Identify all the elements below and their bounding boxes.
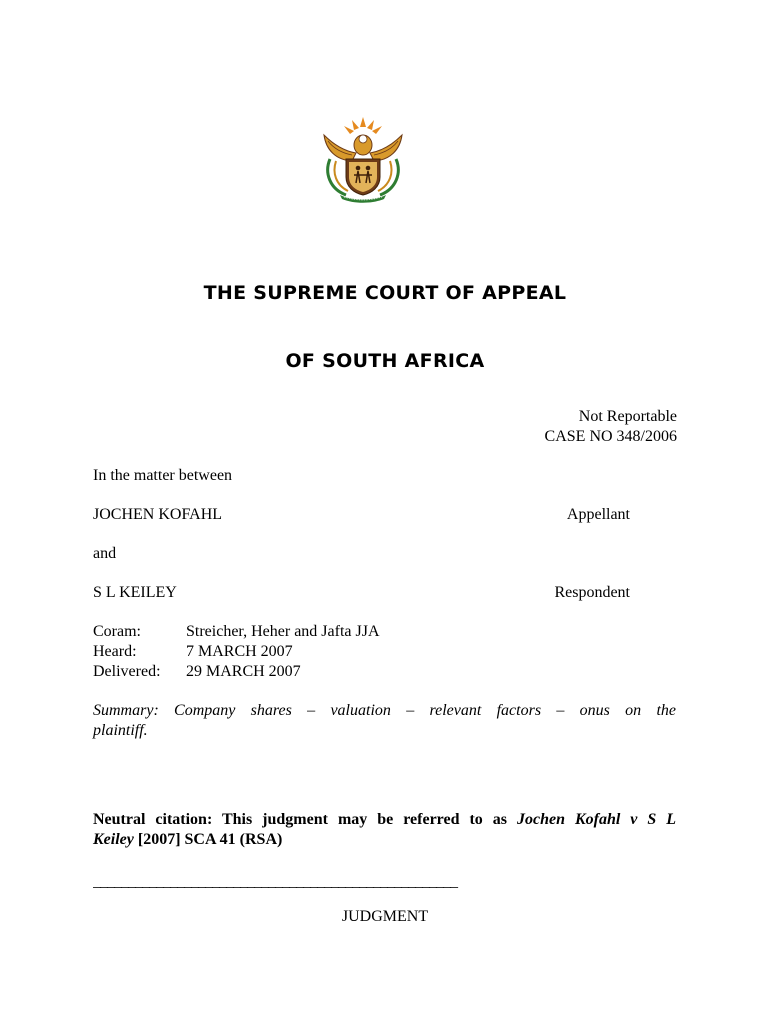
delivered-label: Delivered: — [93, 663, 161, 680]
heard-label: Heard: — [93, 643, 137, 660]
coat-of-arms-icon — [316, 115, 410, 203]
citation-line1 — [93, 810, 676, 830]
coram-value: Streicher, Heher and Jafta JJA — [186, 623, 380, 640]
neutral-citation — [93, 810, 676, 850]
divider-rule: ____________________________________________________ — [93, 873, 457, 890]
coram-block — [93, 622, 380, 682]
summary — [93, 701, 676, 741]
citation-line2 — [93, 831, 282, 848]
coram-label: Coram: — [93, 623, 141, 640]
respondent-name: S L KEILEY — [93, 584, 177, 601]
appellant-name: JOCHEN KOFAHL — [93, 506, 223, 523]
summary-line1: Summary: Company shares – valuation – relevant factors – onus on the — [93, 702, 676, 719]
delivered-value: 29 MARCH 2007 — [186, 663, 301, 680]
appellant-role: Appellant — [566, 506, 630, 523]
citation-prefix: Neutral citation: This judgment may be referred to as — [93, 811, 517, 828]
reportable-status: Not Reportable — [578, 408, 677, 425]
parties-intro: In the matter between — [93, 467, 233, 484]
citation-suffix: [2007] SCA 41 (RSA) — [133, 831, 283, 848]
respondent-role: Respondent — [554, 584, 630, 601]
court-title-line2: OF SOUTH AFRICA — [285, 350, 485, 372]
heard-value: 7 MARCH 2007 — [186, 643, 293, 660]
case-info — [545, 407, 677, 447]
parties-conjunction: and — [93, 545, 117, 562]
citation-case-name-part2: Keiley — [93, 831, 134, 848]
summary-line2: plaintiff. — [93, 722, 148, 739]
case-number: CASE NO 348/2006 — [544, 428, 677, 445]
judgment-heading: JUDGMENT — [341, 908, 429, 925]
court-title-line1: THE SUPREME COURT OF APPEAL — [203, 282, 567, 304]
citation-case-name-part1: Jochen Kofahl v S L — [516, 811, 676, 828]
